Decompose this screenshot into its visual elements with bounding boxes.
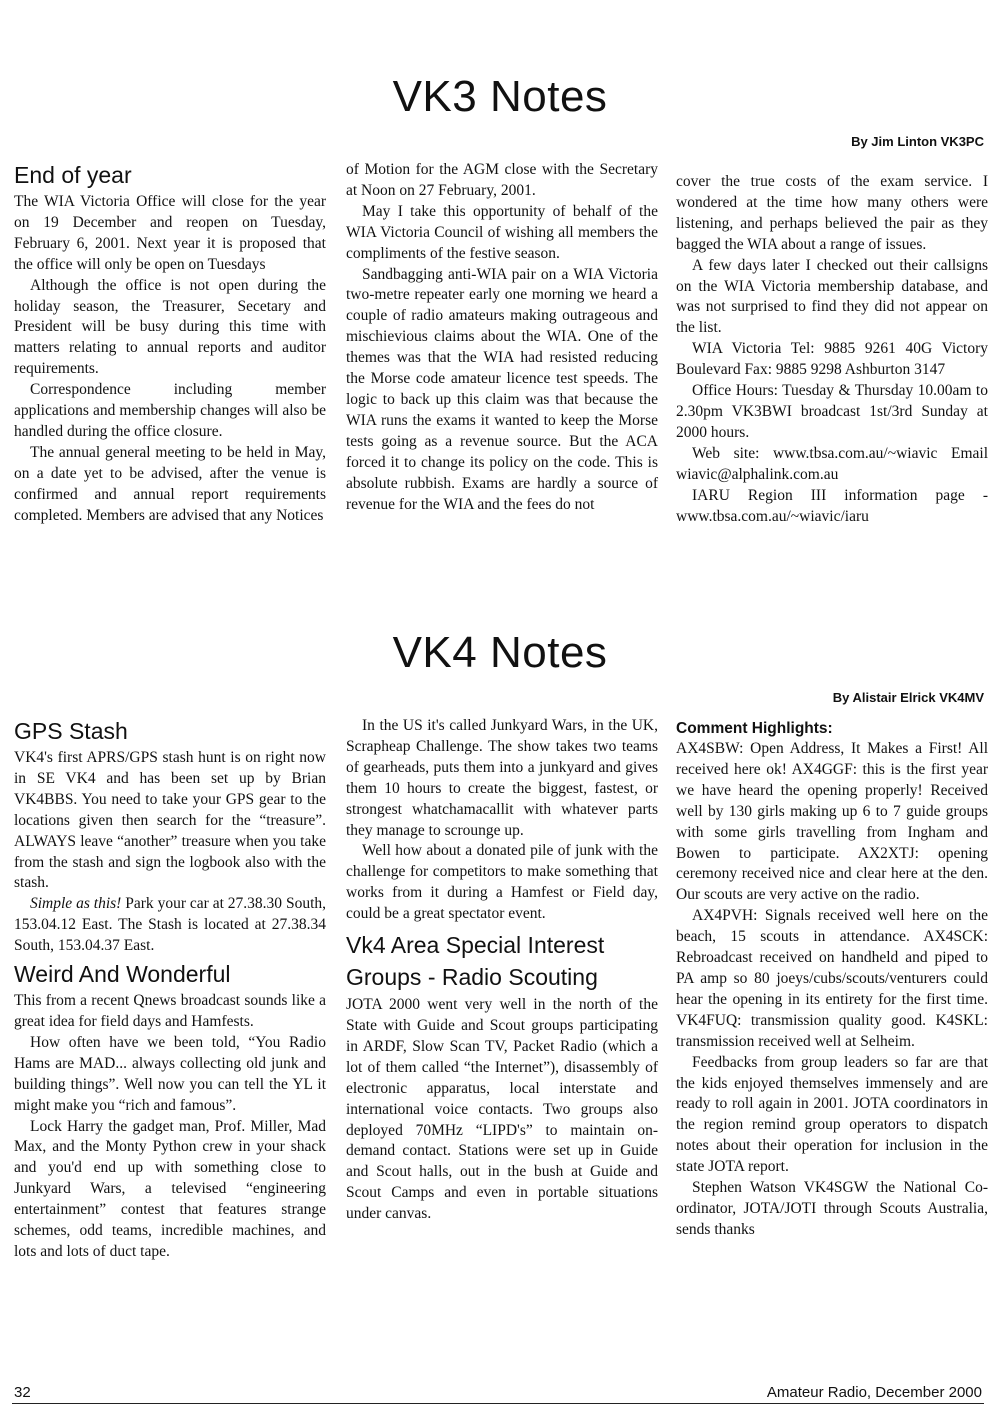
paragraph: The annual general meeting to be held in May, on a date yet to be advised, after the venue is confirmed and annual report requirements completed. Members are advised that any Notices (14, 443, 326, 524)
paragraph: May I take this opportunity of behalf of the WIA Victoria Council of wishing all members the compliments of the festive season. (346, 202, 658, 262)
vk3-byline: By Jim Linton VK3PC (851, 134, 984, 149)
vk3-heading-end-of-year: End of year (14, 162, 132, 188)
paragraph: Although the office is not open during the holiday season, the Treasurer, Secetary and President will be busy during this time with matters relating to annual reports and auditor requirements. (14, 276, 326, 378)
office-hours: Office Hours: Tuesday & Thursday 10.00am to 2.30pm VK3BWI broadcast 1st/3rd Sunday at 2000 hours. (676, 382, 988, 441)
paragraph: In the US it's called Junkyard Wars, in the UK, Scrapheap Challenge. The show takes two teams of gearheads, puts them into a junkyard and gives them 10 hours to create the biggest, fastest, or strongest whatchamacallit with whatever parts they manage to scrounge up. (346, 717, 658, 839)
paragraph: Feedbacks from group leaders so far are that the kids enjoyed themselves immensely and are ready to roll again in 2001. JOTA coordinators in the region remind group operators to dispatch notes about their operation for inclusion in the state JOTA report. (676, 1053, 988, 1176)
paragraph: cover the true costs of the exam service. I wondered at the time how many others were listening, and perhaps believed the pair as they bagged the WIA about a range of issues. (676, 173, 988, 253)
vk4-title: VK4 Notes (392, 628, 608, 677)
vk3-column-1 (14, 158, 326, 527)
vk3-column-2 (346, 160, 658, 515)
paragraph (14, 894, 326, 957)
comment-highlights-heading: Comment Highlights: (676, 720, 833, 737)
paragraph: Sandbagging anti-WIA pair on a WIA Victoria two-metre repeater early one morning we heard a couple of radio amateurs making outrageous and mischievious claims about the WIA. One of the themes was that the WIA had resisted reducing the Morse code amateur licence test speeds. The logic to back up this claim was that because the WIA runs the exams it wanted to keep the Morse tests going as a revenue source. But the ACA forced it to change its policy on the code. This is absolute rubbish. Exams are hardly a source of revenue for the WIA and the fees do not (346, 265, 658, 513)
paragraph: AX4SBW: Open Address, It Makes a First! All received here ok! AX4GGF: this is the first year we have heard the opening properly! Received well by 130 girls making up 6 to 7 guide groups with some girls travelling from Ingham and Bowen to participate. AX2XTJ: opening ceremony received nice and clear here at the den. Our scouts are very active on the radio. (676, 740, 988, 904)
publication-name: Amateur Radio, December 2000 (766, 1384, 982, 1401)
contact-address: WIA Victoria Tel: 9885 9261 40G Victory Boulevard Fax: 9885 9298 Ashburton 3147 (676, 340, 988, 379)
vk4-heading-radio-scouting: Vk4 Area Special Interest Groups - Radio Scouting (346, 932, 605, 991)
paragraph: Well how about a donated pile of junk with the challenge for competitors to make something that works from it during a Hamfest or Field day, could be a great spectator event. (346, 842, 658, 923)
vk4-byline: By Alistair Elrick VK4MV (832, 690, 984, 705)
paragraph-text: Park your car at 27.38.30 South, 153.04.12 East. The Stash is located at 27.38.34 South, 153.04.37 East. (14, 895, 327, 955)
paragraph: VK4's first APRS/GPS stash hunt is on right now in SE VK4 and has been set up by Brian VK4BBS. You need to take your GPS gear to the locations given then search for the “treasure”. ALWAYS leave “another” treasure when you take from the stash and sign the logbook also with the stash. (14, 749, 326, 892)
paragraph: AX4PVH: Signals received well here on the beach, 15 scouts in attendance. AX4SCK: Rebroadcast received on handheld and piped to PA amp so 80 joeys/cubs/scouts/venturers could hear the opening in its entirety for the first time. VK4FUQ: transmission quality good. K4SKL: transmission received well at Selheim. (676, 907, 988, 1050)
paragraph: This from a recent Qnews broadcast sounds like a great idea for field days and Hamfests. (14, 992, 326, 1030)
vk4-heading-gps-stash: GPS Stash (14, 718, 128, 744)
vk3-title: VK3 Notes (392, 72, 608, 121)
emphasis: Simple as this! (30, 895, 122, 913)
paragraph: Stephen Watson VK4SGW the National Co-ordinator, JOTA/JOTI through Scouts Australia, sends thanks (676, 1179, 988, 1238)
paragraph: Lock Harry the gadget man, Prof. Miller, Mad Max, and the Monty Python crew in your shack and you'd end up with something close to Junkyard Wars, a televised “engineering entertainment” contest that features strange schemes, odd teams, incredible machines, and lots and lots of duct tape. (14, 1117, 326, 1260)
paragraph: The WIA Victoria Office will close for the year on 19 December and reopen on Tuesday, February 6, 2001. Next year it is proposed that the office will only be open on Tuesdays (14, 193, 326, 273)
iaru-info: IARU Region III information page - www.tbsa.com.au/~wiavic/iaru (676, 486, 988, 525)
vk4-column-3 (676, 718, 988, 1241)
vk4-column-1 (14, 714, 326, 1263)
vk3-column-3 (676, 172, 988, 527)
paragraph: of Motion for the AGM close with the Secretary at Noon on 27 February, 2001. (346, 161, 658, 199)
vk4-heading-weird-and-wonderful: Weird And Wonderful (14, 961, 231, 988)
paragraph: Correspondence including member applications and membership changes will also be handled during the office closure. (14, 381, 326, 440)
vk4-column-2 (346, 716, 658, 1225)
paragraph: A few days later I checked out their callsigns on the WIA Victoria membership database, and was not surprised to find they did not appear on the list. (676, 256, 988, 337)
footer-divider (12, 1403, 984, 1404)
page-number: 32 (14, 1384, 31, 1401)
paragraph: JOTA 2000 went very well in the north of the State with Guide and Scout groups participating in ARDF, Slow Scan TV, Packet Radio (which a lot of them called “the Internet”), disassembly of electronic apparatus, local interstate and international voice contacts. Two groups also deployed 70MHz “LIPD's” to maintain on-demand contact. Stations were set up in Guide and Scout halls, out in the bush at Guide and Scout Camps and even in portable situations under canvas. (346, 996, 658, 1223)
web-email: Web site: www.tbsa.com.au/~wiavic Email wiavic@alphalink.com.au (676, 444, 988, 483)
paragraph: How often have we been told, “You Radio Hams are MAD... always collecting old junk and building things”. Well now you can tell the YL it might make you “rich and famous”. (14, 1033, 326, 1114)
